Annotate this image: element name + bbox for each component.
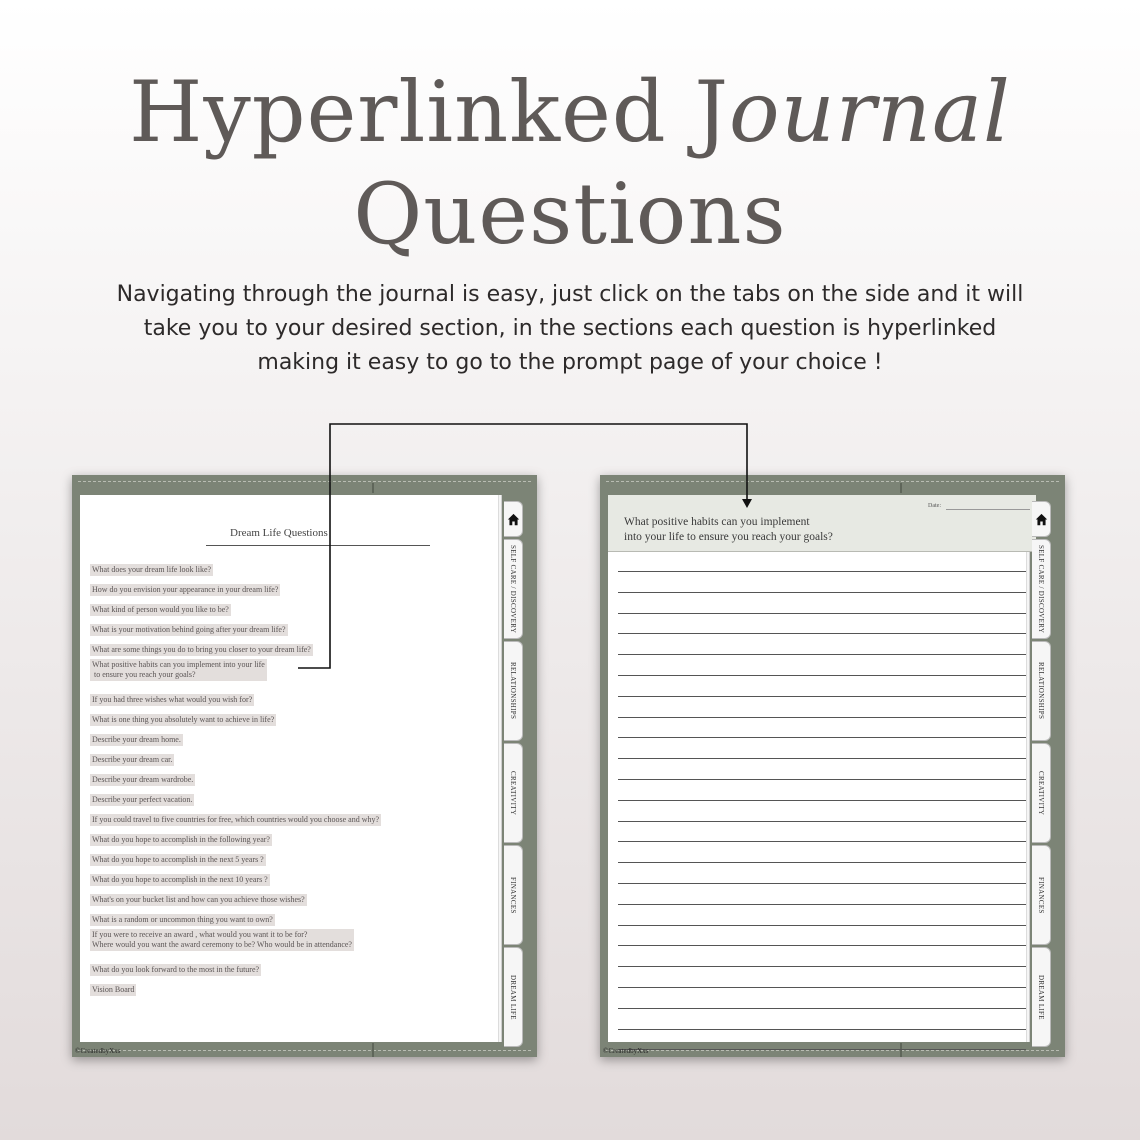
question-link[interactable]: What do you hope to accomplish in the following year?: [92, 835, 270, 844]
question-link[interactable]: What's on your bucket list and how can you achieve those wishes?: [92, 895, 305, 904]
copyright: ©CreatedbyXxs: [603, 1047, 649, 1055]
tab-label: DREAM LIFE: [509, 974, 517, 1020]
question-link[interactable]: Describe your perfect vacation.: [92, 795, 193, 804]
question-link[interactable]: If you could travel to five countries for free, which countries would you choose and why?: [92, 815, 380, 824]
question-link[interactable]: What kind of person would you like to be?: [92, 605, 229, 614]
tab-label: CREATIVITY: [509, 770, 517, 816]
question-link[interactable]: What does your dream life look like?: [92, 565, 212, 574]
question-link[interactable]: If you had three wishes what would you wish for?: [92, 695, 253, 704]
question-link[interactable]: Describe your dream wardrobe.: [92, 775, 194, 784]
question-link[interactable]: If you were to receive an award , what would you want it to be for? Where would you want the award ceremony to be? Who would be in attendance?: [92, 930, 352, 949]
tab-label: RELATIONSHIPS: [1037, 662, 1045, 720]
question-link[interactable]: What do you hope to accomplish in the next 10 years ?: [92, 875, 268, 884]
question-link[interactable]: What is your motivation behind going after your dream life?: [92, 625, 286, 634]
prompt-question-line: What positive habits can you implement: [624, 516, 810, 528]
tab-label: FINANCES: [1037, 876, 1045, 914]
question-link[interactable]: What is a random or uncommon thing you want to own?: [92, 915, 273, 924]
copyright: ©CreatedbyXxs: [75, 1047, 121, 1055]
description-line: Navigating through the journal is easy, just click on the tabs on the side and it will: [116, 282, 1024, 307]
tab-label: SELF CARE / DISCOVERY: [1037, 544, 1045, 634]
question-link[interactable]: What is one thing you absolutely want to achieve in life?: [92, 715, 275, 724]
tab-label: RELATIONSHIPS: [509, 662, 517, 720]
question-link[interactable]: Vision Board: [92, 985, 135, 994]
date-label: Date:: [928, 503, 941, 509]
question-link[interactable]: What do you look forward to the most in the future?: [92, 965, 260, 974]
tab-label: FINANCES: [509, 876, 517, 914]
section-title: Dream Life Questions: [230, 527, 328, 539]
question-link-highlighted[interactable]: What positive habits can you implement into your life to ensure you reach your goals?: [92, 660, 265, 679]
description-line: making it easy to go to the prompt page of your choice !: [257, 350, 883, 375]
tab-label: DREAM LIFE: [1037, 974, 1045, 1020]
question-link[interactable]: Describe your dream home.: [92, 735, 181, 744]
tab-label: CREATIVITY: [1037, 770, 1045, 816]
page-title-line-1: Hyperlinked Journal: [129, 63, 1011, 161]
question-link[interactable]: Describe your dream car.: [92, 755, 173, 764]
question-link[interactable]: How do you envision your appearance in your dream life?: [92, 585, 279, 594]
prompt-question-line: into your life to ensure you reach your goals?: [624, 531, 833, 543]
question-link[interactable]: What are some things you do to bring you closer to your dream life?: [92, 645, 311, 654]
question-link[interactable]: What do you hope to accomplish in the next 5 years ?: [92, 855, 264, 864]
page-title-line-2: Questions: [353, 165, 787, 263]
tab-label: SELF CARE / DISCOVERY: [509, 544, 517, 634]
description-line: take you to your desired section, in the sections each question is hyperlinked: [143, 316, 997, 341]
